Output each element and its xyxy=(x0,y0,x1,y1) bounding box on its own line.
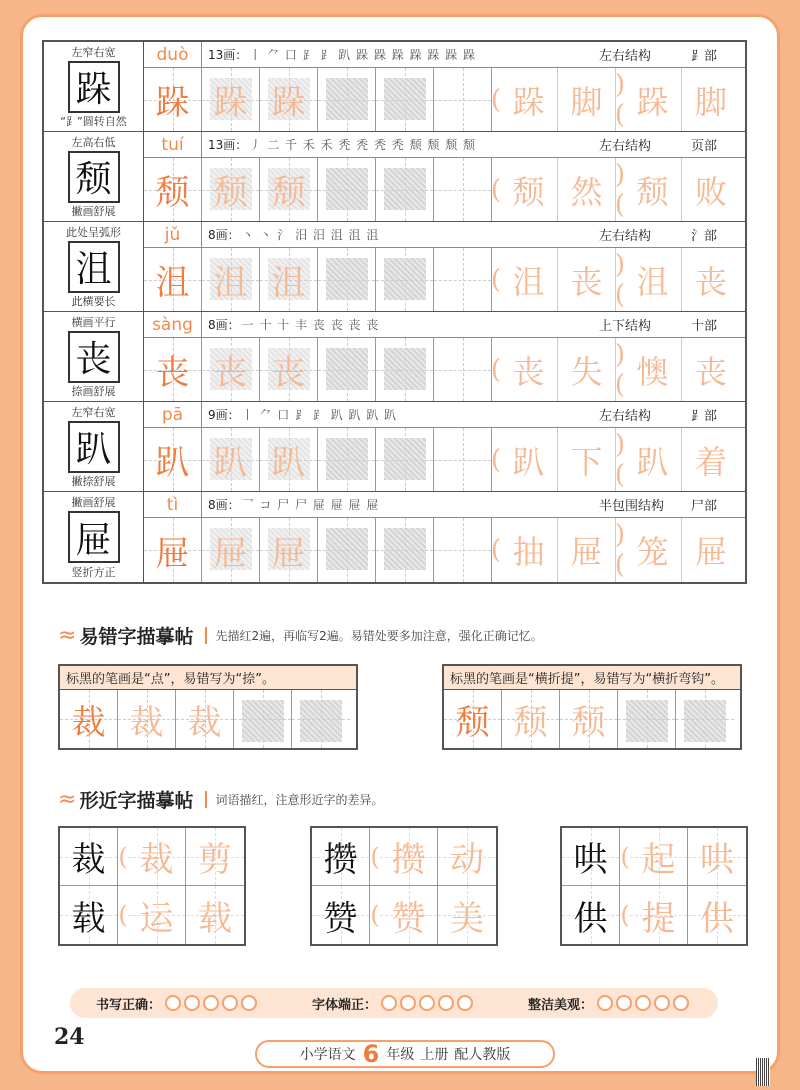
structure: 左右结构 xyxy=(599,139,652,154)
word-trace-cell: 丧 xyxy=(558,248,616,311)
word-trace-cell: 屉 xyxy=(558,518,616,582)
trace-cell: 裁 xyxy=(176,690,234,748)
error-note: 标黑的笔画是“横折提”，易错写为“横折弯钩”。 xyxy=(444,666,740,690)
practice-cell[interactable] xyxy=(234,690,292,748)
word-trace-cell: 抽 xyxy=(500,518,558,582)
pinyin: pā xyxy=(144,402,202,427)
paren-open: ( xyxy=(370,901,380,929)
trace-cell: 颓 xyxy=(260,158,318,221)
word-trace-cell: 丧 xyxy=(500,338,558,401)
char-row xyxy=(44,312,745,402)
practice-cell[interactable] xyxy=(292,690,350,748)
tip-top: 左窄右宽 xyxy=(71,46,116,59)
char-row xyxy=(44,402,745,492)
similar-key-char: 裁 xyxy=(60,828,118,885)
word-trace-cell: 懊 xyxy=(624,338,682,401)
paren-open: ( xyxy=(118,842,128,871)
structure: 左右结构 xyxy=(599,229,652,244)
wave-icon: ≈ xyxy=(58,787,74,812)
practice-cell[interactable] xyxy=(618,690,676,748)
word-trace-cell: 剪 xyxy=(186,828,244,885)
similar-group xyxy=(560,826,748,946)
model-char: 跺 xyxy=(68,61,120,113)
radical: ⻊部 xyxy=(691,49,718,64)
word-trace-cell: 攒 xyxy=(380,828,438,885)
practice-cell[interactable] xyxy=(318,158,376,221)
word-trace-cell: 败 xyxy=(694,172,727,211)
paren-open: ( xyxy=(490,174,502,205)
trace-cell: 颓 xyxy=(502,690,560,748)
writing-tip xyxy=(44,132,144,221)
paren-mid: )( xyxy=(614,520,626,580)
practice-cell[interactable] xyxy=(434,338,492,401)
trace-cell: 颓 xyxy=(560,690,618,748)
error-char-cell: 颓 xyxy=(444,690,502,748)
paren-open: ( xyxy=(490,535,502,565)
word-trace-cell: 动 xyxy=(438,828,496,885)
paren-open: ( xyxy=(490,444,502,475)
barcode xyxy=(756,1058,770,1086)
trace-cell: 颓 xyxy=(202,158,260,221)
word-trace-cell: 哄 xyxy=(688,828,746,885)
word-trace-cell: 运 xyxy=(128,886,186,944)
similar-group xyxy=(58,826,246,946)
word-trace-cell: 跺 xyxy=(624,68,682,131)
sample-char-cell: 跺 xyxy=(144,68,202,131)
section-desc: 词语描红，注意形近字的差异。 xyxy=(205,791,383,808)
trace-cell: 丧 xyxy=(260,338,318,401)
writing-tip xyxy=(44,312,144,401)
trace-cell: 跺 xyxy=(260,68,318,131)
rating-bar xyxy=(70,988,718,1018)
structure: 左右结构 xyxy=(599,409,652,424)
trace-cell: 屉 xyxy=(202,518,260,582)
paren-open: ( xyxy=(118,901,128,929)
word-trace-cell: 沮 xyxy=(500,248,558,311)
tip-top: 横画平行 xyxy=(71,316,116,329)
tip-top: 撇画舒展 xyxy=(71,496,116,509)
practice-cell[interactable] xyxy=(376,518,434,582)
pinyin: tuí xyxy=(144,132,202,157)
word-trace-cell: 跺 xyxy=(500,68,558,131)
tip-top: 此处呈弧形 xyxy=(66,226,121,239)
writing-tip xyxy=(44,492,144,582)
paren-mid: )( xyxy=(614,159,626,220)
sample-char-cell: 颓 xyxy=(144,158,202,221)
radical: 页部 xyxy=(691,139,718,154)
word-trace-cell: 脚 xyxy=(694,82,727,121)
practice-cell[interactable] xyxy=(318,68,376,131)
practice-cell[interactable] xyxy=(376,68,434,131)
paren-open: ( xyxy=(490,354,502,385)
word-trace-cell: 丧 xyxy=(694,352,727,391)
stroke-order: 8画： 乛 コ 尸 尸 屉 屉 屉 屉 xyxy=(208,498,380,512)
sample-char-cell: 屉 xyxy=(144,518,202,582)
error-note: 标黑的笔画是“点”，易错写为“捺”。 xyxy=(60,666,356,690)
word-trace-cell: 沮 xyxy=(624,248,682,311)
flower-icons[interactable] xyxy=(381,995,476,1011)
practice-cell[interactable] xyxy=(318,518,376,582)
word-trace-cell: 丧 xyxy=(694,262,727,301)
rating-tidy: 整洁美观： xyxy=(528,994,692,1013)
model-char: 丧 xyxy=(68,331,120,383)
radical: ⻊部 xyxy=(691,409,718,424)
model-char: 沮 xyxy=(68,241,120,293)
pinyin: sàng xyxy=(144,312,202,337)
trace-cell: 趴 xyxy=(202,428,260,491)
similar-key-char: 载 xyxy=(60,886,118,944)
rating-correct: 书写正确： xyxy=(96,994,260,1013)
trace-cell: 丧 xyxy=(202,338,260,401)
wave-icon: ≈ xyxy=(58,623,74,648)
practice-cell[interactable] xyxy=(376,338,434,401)
char-row xyxy=(44,42,745,132)
pinyin: tì xyxy=(144,492,202,517)
paren-mid: )( xyxy=(614,249,626,310)
practice-cell[interactable] xyxy=(376,428,434,491)
practice-cell[interactable] xyxy=(434,428,492,491)
paren-open: ( xyxy=(490,264,502,295)
tip-bottom: 撇捺舒展 xyxy=(71,475,116,488)
tip-top: 左窄右宽 xyxy=(71,406,116,419)
practice-cell[interactable] xyxy=(434,68,492,131)
word-trace-cell: 美 xyxy=(438,886,496,944)
error-box-2 xyxy=(442,664,742,750)
word-trace-cell: 然 xyxy=(558,158,616,221)
practice-cell[interactable] xyxy=(318,428,376,491)
similar-key-char: 哄 xyxy=(562,828,620,885)
model-char: 趴 xyxy=(68,421,120,473)
word-trace-cell: 趴 xyxy=(500,428,558,491)
practice-cell[interactable] xyxy=(676,690,734,748)
word-trace-cell: 供 xyxy=(688,886,746,944)
word-trace-cell: 失 xyxy=(558,338,616,401)
section-title: 易错字描摹帖 xyxy=(79,626,194,648)
structure: 左右结构 xyxy=(599,49,652,64)
error-box-1 xyxy=(58,664,358,750)
stroke-order: 8画： 一 十 十 丰 丧 丧 丧 丧 xyxy=(208,318,380,332)
practice-cell[interactable] xyxy=(376,158,434,221)
section-desc: 先描红2遍，再临写2遍。易错处要多加注意，强化正确记忆。 xyxy=(205,627,542,644)
writing-tip xyxy=(44,402,144,491)
paren-open: ( xyxy=(490,84,502,115)
similar-group xyxy=(310,826,498,946)
flower-icons[interactable] xyxy=(597,995,692,1011)
paren-open: ( xyxy=(370,842,380,871)
char-row xyxy=(44,492,745,582)
pinyin: jǔ xyxy=(144,222,202,247)
radical: 尸部 xyxy=(691,499,718,514)
paren-open: ( xyxy=(620,901,630,929)
sample-char-cell: 沮 xyxy=(144,248,202,311)
similar-key-char: 赞 xyxy=(312,886,370,944)
tip-bottom: 此横要长 xyxy=(71,295,116,308)
similar-key-char: 供 xyxy=(562,886,620,944)
practice-cell[interactable] xyxy=(376,248,434,311)
writing-tip xyxy=(44,222,144,311)
paren-open: ( xyxy=(620,842,630,871)
stroke-order: 8画： 丶 丶 氵 汨 汨 沮 沮 沮 xyxy=(208,228,380,242)
structure: 上下结构 xyxy=(599,319,652,334)
word-trace-cell: 颓 xyxy=(500,158,558,221)
word-trace-cell: 下 xyxy=(558,428,616,491)
trace-cell: 裁 xyxy=(118,690,176,748)
word-trace-cell: 赞 xyxy=(380,886,438,944)
flower-icons[interactable] xyxy=(165,995,260,1011)
radical: 氵部 xyxy=(691,229,718,244)
footer-badge: 小学语文 6 年级 上册 配人教版 xyxy=(255,1040,555,1068)
sample-char-cell: 丧 xyxy=(144,338,202,401)
tip-bottom: 竖折方正 xyxy=(71,566,116,579)
word-trace-cell: 起 xyxy=(630,828,688,885)
word-trace-cell: 屉 xyxy=(694,533,727,571)
paren-mid: )( xyxy=(614,429,626,490)
tip-bottom: 撇画舒展 xyxy=(71,205,116,218)
similar-key-char: 攒 xyxy=(312,828,370,885)
trace-cell: 沮 xyxy=(260,248,318,311)
sample-char-cell: 趴 xyxy=(144,428,202,491)
word-trace-cell: 着 xyxy=(694,442,727,481)
practice-cell[interactable] xyxy=(318,248,376,311)
structure: 半包围结构 xyxy=(599,499,665,514)
model-char: 屉 xyxy=(68,511,120,563)
tip-bottom: 捺画舒展 xyxy=(71,385,116,398)
trace-cell: 跺 xyxy=(202,68,260,131)
word-trace-cell: 提 xyxy=(630,886,688,944)
rating-neat: 字体端正： xyxy=(312,994,476,1013)
practice-table xyxy=(42,40,747,584)
writing-tip xyxy=(44,42,144,131)
trace-cell: 沮 xyxy=(202,248,260,311)
word-trace-cell: 脚 xyxy=(558,68,616,131)
tip-top: 左高右低 xyxy=(71,136,116,149)
practice-cell[interactable] xyxy=(434,518,492,582)
stroke-order: 13画： 丿 二 千 禾 禾 秃 秃 秃 秃 颓 颓 颓 颓 xyxy=(208,138,477,152)
section-error-prone xyxy=(58,622,543,649)
stroke-order: 13画： 丨 ⺈ 口 ⻊ ⻊ 趴 跺 跺 跺 跺 跺 跺 跺 xyxy=(208,48,477,62)
stroke-order: 9画： 丨 ⺈ 口 ⻊ ⻊ 趴 趴 趴 趴 xyxy=(208,408,398,422)
word-trace-cell: 载 xyxy=(186,886,244,944)
word-trace-cell: 趴 xyxy=(624,428,682,491)
tip-bottom: “⻊”圆转自然 xyxy=(60,115,127,128)
char-row xyxy=(44,222,745,312)
trace-cell: 趴 xyxy=(260,428,318,491)
practice-cell[interactable] xyxy=(434,158,492,221)
radical: 十部 xyxy=(691,319,718,334)
section-similar xyxy=(58,786,383,813)
word-trace-cell: 颓 xyxy=(624,158,682,221)
paren-mid: )( xyxy=(614,339,626,400)
word-trace-cell: 裁 xyxy=(128,828,186,885)
trace-cell: 屉 xyxy=(260,518,318,582)
word-trace-cell: 笼 xyxy=(624,518,682,582)
model-char: 颓 xyxy=(68,151,120,203)
page-number: 24 xyxy=(54,1024,85,1050)
pinyin: duò xyxy=(144,42,202,67)
char-row xyxy=(44,132,745,222)
section-title: 形近字描摹帖 xyxy=(79,790,194,812)
practice-cell[interactable] xyxy=(318,338,376,401)
paren-mid: )( xyxy=(614,69,626,130)
error-char-cell: 裁 xyxy=(60,690,118,748)
practice-cell[interactable] xyxy=(434,248,492,311)
